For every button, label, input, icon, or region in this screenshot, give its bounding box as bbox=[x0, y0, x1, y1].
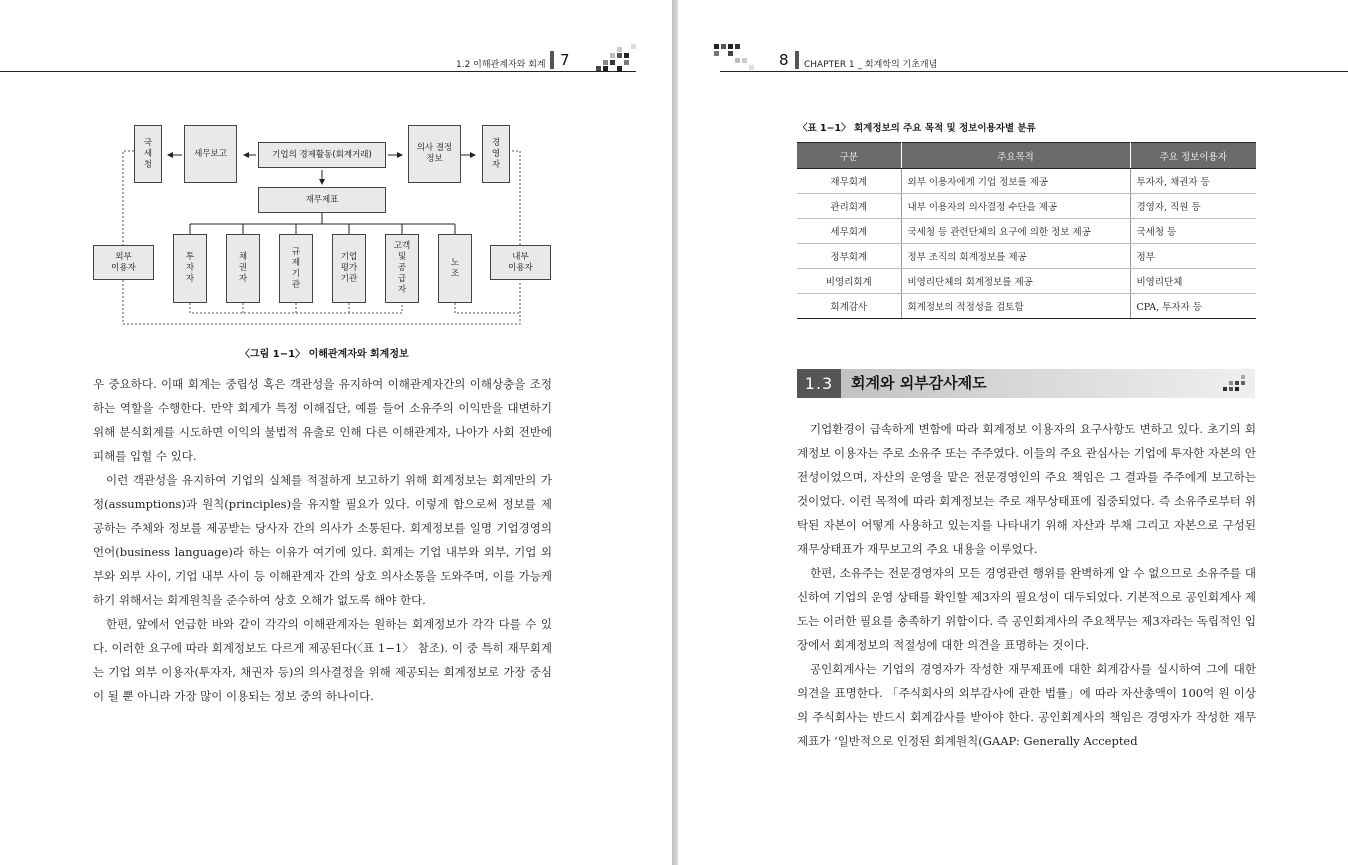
left-body-text bbox=[93, 372, 552, 708]
section-title: 회계와 외부감사제도 bbox=[851, 374, 987, 392]
running-head: CHAPTER 1 _ 회계학의 기초개념 bbox=[804, 60, 938, 70]
table-cell: 비영리단체의 회계정보를 제공 bbox=[901, 269, 1130, 294]
economic-activity-box: 기업의 경제활동(회계거래) bbox=[258, 142, 386, 168]
creditors-box: 채 권 자 bbox=[226, 234, 260, 303]
paragraph: 이런 객관성을 유지하여 기업의 실체를 적절하게 보고하기 위해 회계정보는 회계만의 가정(assumptions)과 원칙(principles)을 유지할 필요가 있다. 이렇게 함으로써 정보를 제공하는 주체와 정보를 제공받는 당사자 간의 의사가 소통된다. 회계정보를 일명 기업경영의 언어(business language)라 하는 이유가 여기에 있다. 회계는 기업 내부와 외부, 기업 외부와 외부 사이, 기업 내부 사이 등 이해관계자 간의 상호 의사소통을 도와주며, 이를 가능케 하기 위해서는 회계원칙을 준수하여 상호 오해가 없도록 해야 한다. bbox=[93, 473, 552, 607]
national-tax-service-box: 국 세 청 bbox=[134, 125, 162, 183]
external-users-box: 외부 이용자 bbox=[93, 245, 154, 280]
page-number: 8 bbox=[779, 51, 789, 69]
manager-box: 경 영 자 bbox=[482, 125, 510, 183]
table-cell: 비영리단체 bbox=[1130, 269, 1256, 294]
table-cell: 정부 조직의 회계정보를 제공 bbox=[901, 244, 1130, 269]
table-cell: 정부회계 bbox=[797, 244, 901, 269]
paragraph: 한편, 앞에서 언급한 바와 같이 각각의 이해관계자는 원하는 회계정보가 각각 다를 수 있다. 이러한 요구에 따라 회계정보도 다르게 제공된다(〈표 1−1〉 참조). 이 중 특히 재무회계는 기업 외부 이용자(투자자, 채권자 등)의 의사결정을 위해 제공되는 회계정보로 가장 중심이 될 뿐 아니라 가장 많이 이용되는 정보 중의 하나이다. bbox=[93, 617, 552, 703]
table-cell: 국세청 등 관련단체의 요구에 의한 정보 제공 bbox=[901, 219, 1130, 244]
table-title: 〈표 1−1〉 회계정보의 주요 목적 및 정보이용자별 분류 bbox=[798, 123, 1036, 134]
table-cell: 정부 bbox=[1130, 244, 1256, 269]
section-number: 1.3 bbox=[797, 369, 841, 398]
financial-statements-box: 재무제표 bbox=[258, 187, 386, 213]
table-cell: 회계감사 bbox=[797, 294, 901, 319]
column-header: 주요목적 bbox=[901, 143, 1130, 169]
table-cell: 외부 이용자에게 기업 정보를 제공 bbox=[901, 169, 1130, 194]
column-header: 구분 bbox=[797, 143, 901, 169]
table-row bbox=[797, 269, 1256, 294]
accounting-classification-table bbox=[797, 142, 1256, 319]
table-cell: 회계정보의 적정성을 검토함 bbox=[901, 294, 1130, 319]
page-number: 7 bbox=[560, 51, 570, 69]
table-cell: 내부 이용자의 의사결정 수단을 제공 bbox=[901, 194, 1130, 219]
table-row bbox=[797, 194, 1256, 219]
regulators-box: 규 제 기 관 bbox=[279, 234, 313, 303]
labor-union-box: 노 조 bbox=[438, 234, 472, 303]
customers-suppliers-box: 고객 및 공 급 자 bbox=[385, 234, 419, 303]
table-row bbox=[797, 169, 1256, 194]
table-cell: 세무회계 bbox=[797, 219, 901, 244]
table-cell: 경영자, 직원 등 bbox=[1130, 194, 1256, 219]
paragraph: 한편, 소유주는 전문경영자의 모든 경영관련 행위를 완벽하게 알 수 없으므로 소유주를 대신하여 기업의 운영 상태를 확인할 제3자의 필요성이 대두되었다. 기본적으로 공인회계사 제도는 이러한 필요를 충족하기 위함이다. 즉 공인회계사의 주요책무는 제3자라는 독립적인 입장에서 회계정보의 적절성에 대한 의견을 표명하는 것이다. bbox=[797, 566, 1256, 652]
internal-users-box: 내부 이용자 bbox=[490, 245, 551, 280]
figure-caption: 〈그림 1−1〉 이해관계자와 회계정보 bbox=[240, 349, 409, 360]
paragraph: 공인회계사는 기업의 경영자가 작성한 재무제표에 대한 회계감사를 실시하여 그에 대한 의견을 표명한다. 「주식회사의 외부감사에 관한 법률」에 따라 자산총액이 100억 원 이상의 주식회사는 반드시 회계감사를 받아야 한다. 공인회계사의 책임은 경영자가 작성한 재무제표가 ‘일반적으로 인정된 회계원칙(GAAP: Generally Accepted bbox=[797, 662, 1256, 748]
table-cell: CPA, 투자자 등 bbox=[1130, 294, 1256, 319]
left-page bbox=[0, 0, 672, 865]
paragraph: 우 중요하다. 이때 회계는 중립성 혹은 객관성을 유지하여 이해관계자간의 이해상충을 조정하는 역할을 수행한다. 만약 회계가 특정 이해집단, 예를 들어 소유주의 이익만을 대변하기 위해 분식회계를 시도하면 이익의 불법적 유출로 인해 다른 이해관계자, 나아가 사회 전반에 피해를 입힐 수 있다. bbox=[93, 377, 552, 463]
header-bar bbox=[795, 51, 799, 69]
decision-info-box: 의사 결정 정보 bbox=[408, 125, 461, 183]
table-cell: 투자자, 채권자 등 bbox=[1130, 169, 1256, 194]
section-heading-bar bbox=[797, 369, 1255, 398]
column-header: 주요 정보이용자 bbox=[1130, 143, 1256, 169]
tax-report-box: 세무보고 bbox=[184, 125, 237, 183]
table-cell: 비영리회계 bbox=[797, 269, 901, 294]
table-row bbox=[797, 219, 1256, 244]
table-cell: 국세청 등 bbox=[1130, 219, 1256, 244]
header-rule bbox=[720, 71, 1348, 72]
table-header-row bbox=[797, 143, 1256, 169]
running-head: 1.2 이해관계자와 회계 bbox=[456, 60, 546, 70]
right-body-text bbox=[797, 417, 1256, 753]
table-row bbox=[797, 244, 1256, 269]
table-cell: 관리회계 bbox=[797, 194, 901, 219]
rating-agencies-box: 기업 평가 기관 bbox=[332, 234, 366, 303]
paragraph: 기업환경이 급속하게 변함에 따라 회계정보 이용자의 요구사항도 변하고 있다. 초기의 회계정보 이용자는 주로 소유주 또는 주주였다. 이들의 주요 관심사는 기업에 투자한 자본의 안전성이었으며, 자산의 운영을 맡은 전문경영인의 주요 책임은 그 결과를 주주에게 보고하는 것이었다. 이런 목적에 따라 회계정보는 주로 재무상태표에 집중되었다. 즉 소유주로부터 위탁된 자본이 어떻게 사용하고 있는지를 나타내기 위해 자산과 부채 그리고 자본으로 구성된 재무상태표가 재무보고의 주요 내용을 이루었다. bbox=[797, 422, 1256, 556]
table-row bbox=[797, 294, 1256, 319]
table-cell: 재무회계 bbox=[797, 169, 901, 194]
investors-box: 투 자 자 bbox=[173, 234, 207, 303]
